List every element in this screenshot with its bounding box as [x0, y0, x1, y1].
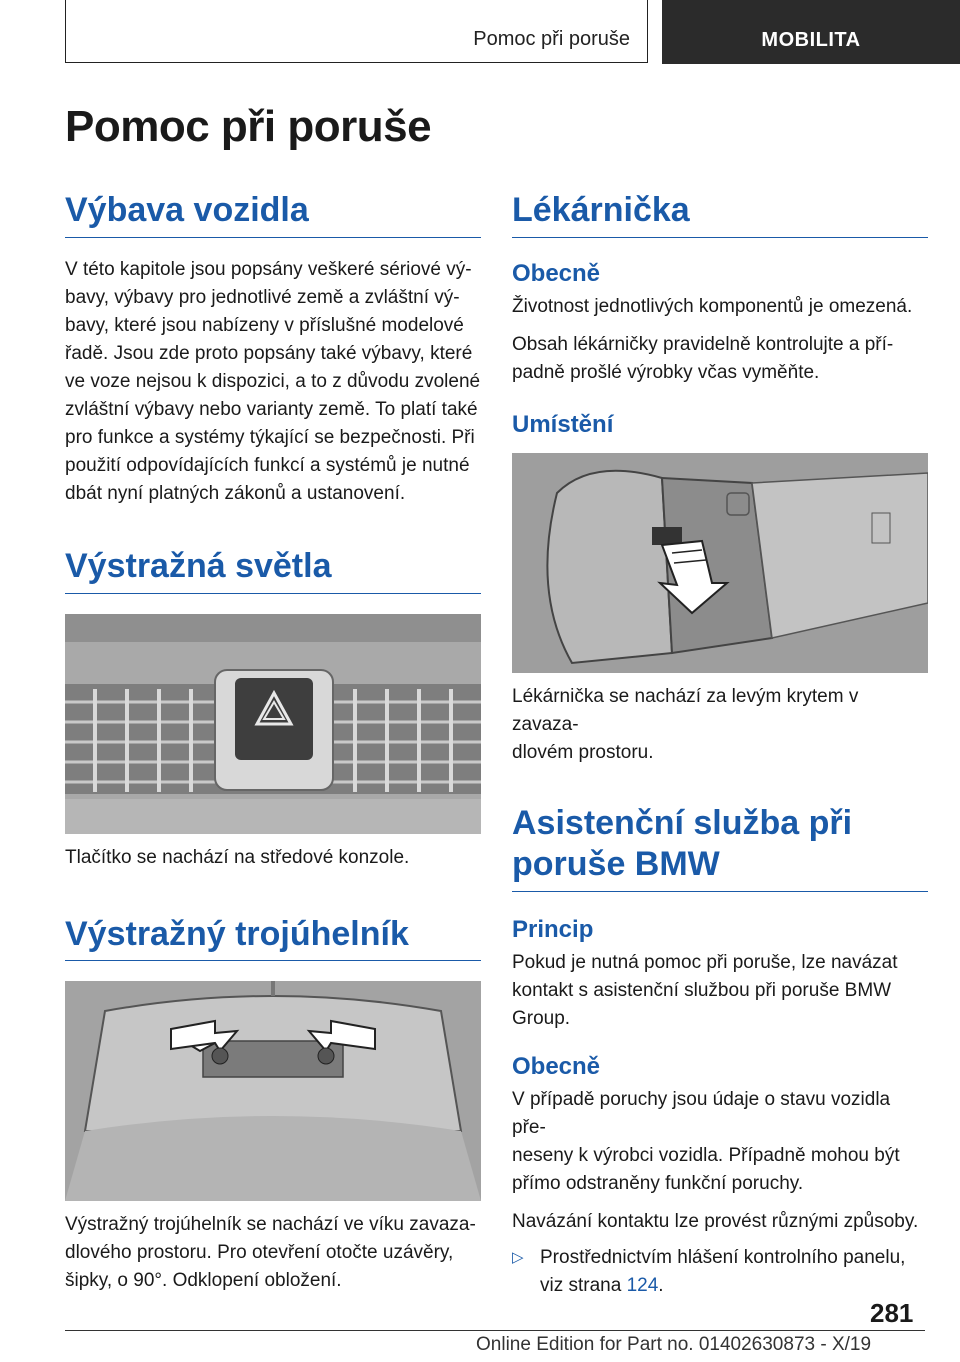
warning-triangle-illustration [65, 981, 481, 1201]
vybava-text: V této kapitole jsou popsány veškeré sériové vý- bavy, výbavy pro jednotlivé země a zvláštní vý- bavy, které jsou nabízeny v příslušné modelové řadě. Jsou zde proto popsány také výbavy, které ve voze nejsou k dispozici, a to z důvodu zvolené zvláštní výbavy nebo varianty země. To platí také pro funkce a systémy týkající se bezpečnosti. Při použití odpovídajících funkcí a systémů je nutné dbát nyní platných zákonů a ustanovení. [65, 258, 481, 504]
first-aid-caption: Lékárnička se nachází za levým krytem v zavaza- dlovém prostoru. [512, 686, 859, 764]
heading-umisteni: Umístění [512, 410, 614, 438]
lekarnicka-p2: Obsah lékárničky pravidelně kontrolujte a pří- padně prošlé výrobky včas vyměňte. [512, 333, 894, 383]
page-title: Pomoc při poruše [65, 102, 432, 151]
heading-obecne-2: Obecně [512, 1052, 601, 1080]
triangle-bullet-icon: ▷ [512, 1248, 524, 1266]
heading-obecne-1: Obecně [512, 259, 601, 287]
header-chapter-tab: MOBILITA [662, 0, 960, 64]
hazard-caption: Tlačítko se nachází na středové konzole. [65, 846, 410, 868]
heading-vystrazny-trojuhelnik: Výstražný trojúhelník [65, 914, 481, 962]
obecne-text: V případě poruchy jsou údaje o stavu vozidla pře- neseny k výrobci vozidla. Případně mohou být přímo odstraněny funkční poruchy. [512, 1088, 900, 1194]
footer-edition: Online Edition for Part no. 01402630873 - X/19 [476, 1334, 872, 1355]
page-reference-link[interactable]: 124 [626, 1274, 659, 1296]
heading-lekarnicka: Lékárnička [512, 190, 928, 238]
heading-vystrazna-svetla: Výstražná světla [65, 546, 481, 594]
triangle-caption: Výstražný trojúhelník se nachází ve víku zavaza- dlového prostoru. Pro otevření otočte uzávěry, šipky, o 90°. Odklopení obložení. [65, 1214, 476, 1292]
navazani-text: Navázání kontaktu lze provést různými způsoby. [512, 1210, 919, 1232]
princip-text: Pokud je nutná pomoc při poruše, lze navázat kontakt s asistenční službou při poruše BMW Group. [512, 951, 898, 1029]
heading-princip: Princip [512, 915, 594, 943]
lekarnicka-p1: Životnost jednotlivých komponentů je omezená. [512, 295, 913, 317]
right-column [512, 190, 928, 1300]
first-aid-kit-location-illustration [512, 453, 928, 673]
list-item [512, 1244, 928, 1300]
page-number: 281 [870, 1298, 914, 1328]
header-section-title: Pomoc při poruše [473, 28, 630, 50]
left-column [65, 190, 481, 1295]
bullet-text: Prostřednictvím hlášení kontrolního panelu, viz strana 124. [540, 1246, 906, 1296]
heading-vybava-vozidla: Výbava vozidla [65, 190, 481, 238]
heading-asistencni-sluzba: Asistenční služba při poruše BMW [512, 803, 928, 892]
footer-divider [65, 1330, 925, 1331]
hazard-button-illustration [65, 614, 481, 834]
